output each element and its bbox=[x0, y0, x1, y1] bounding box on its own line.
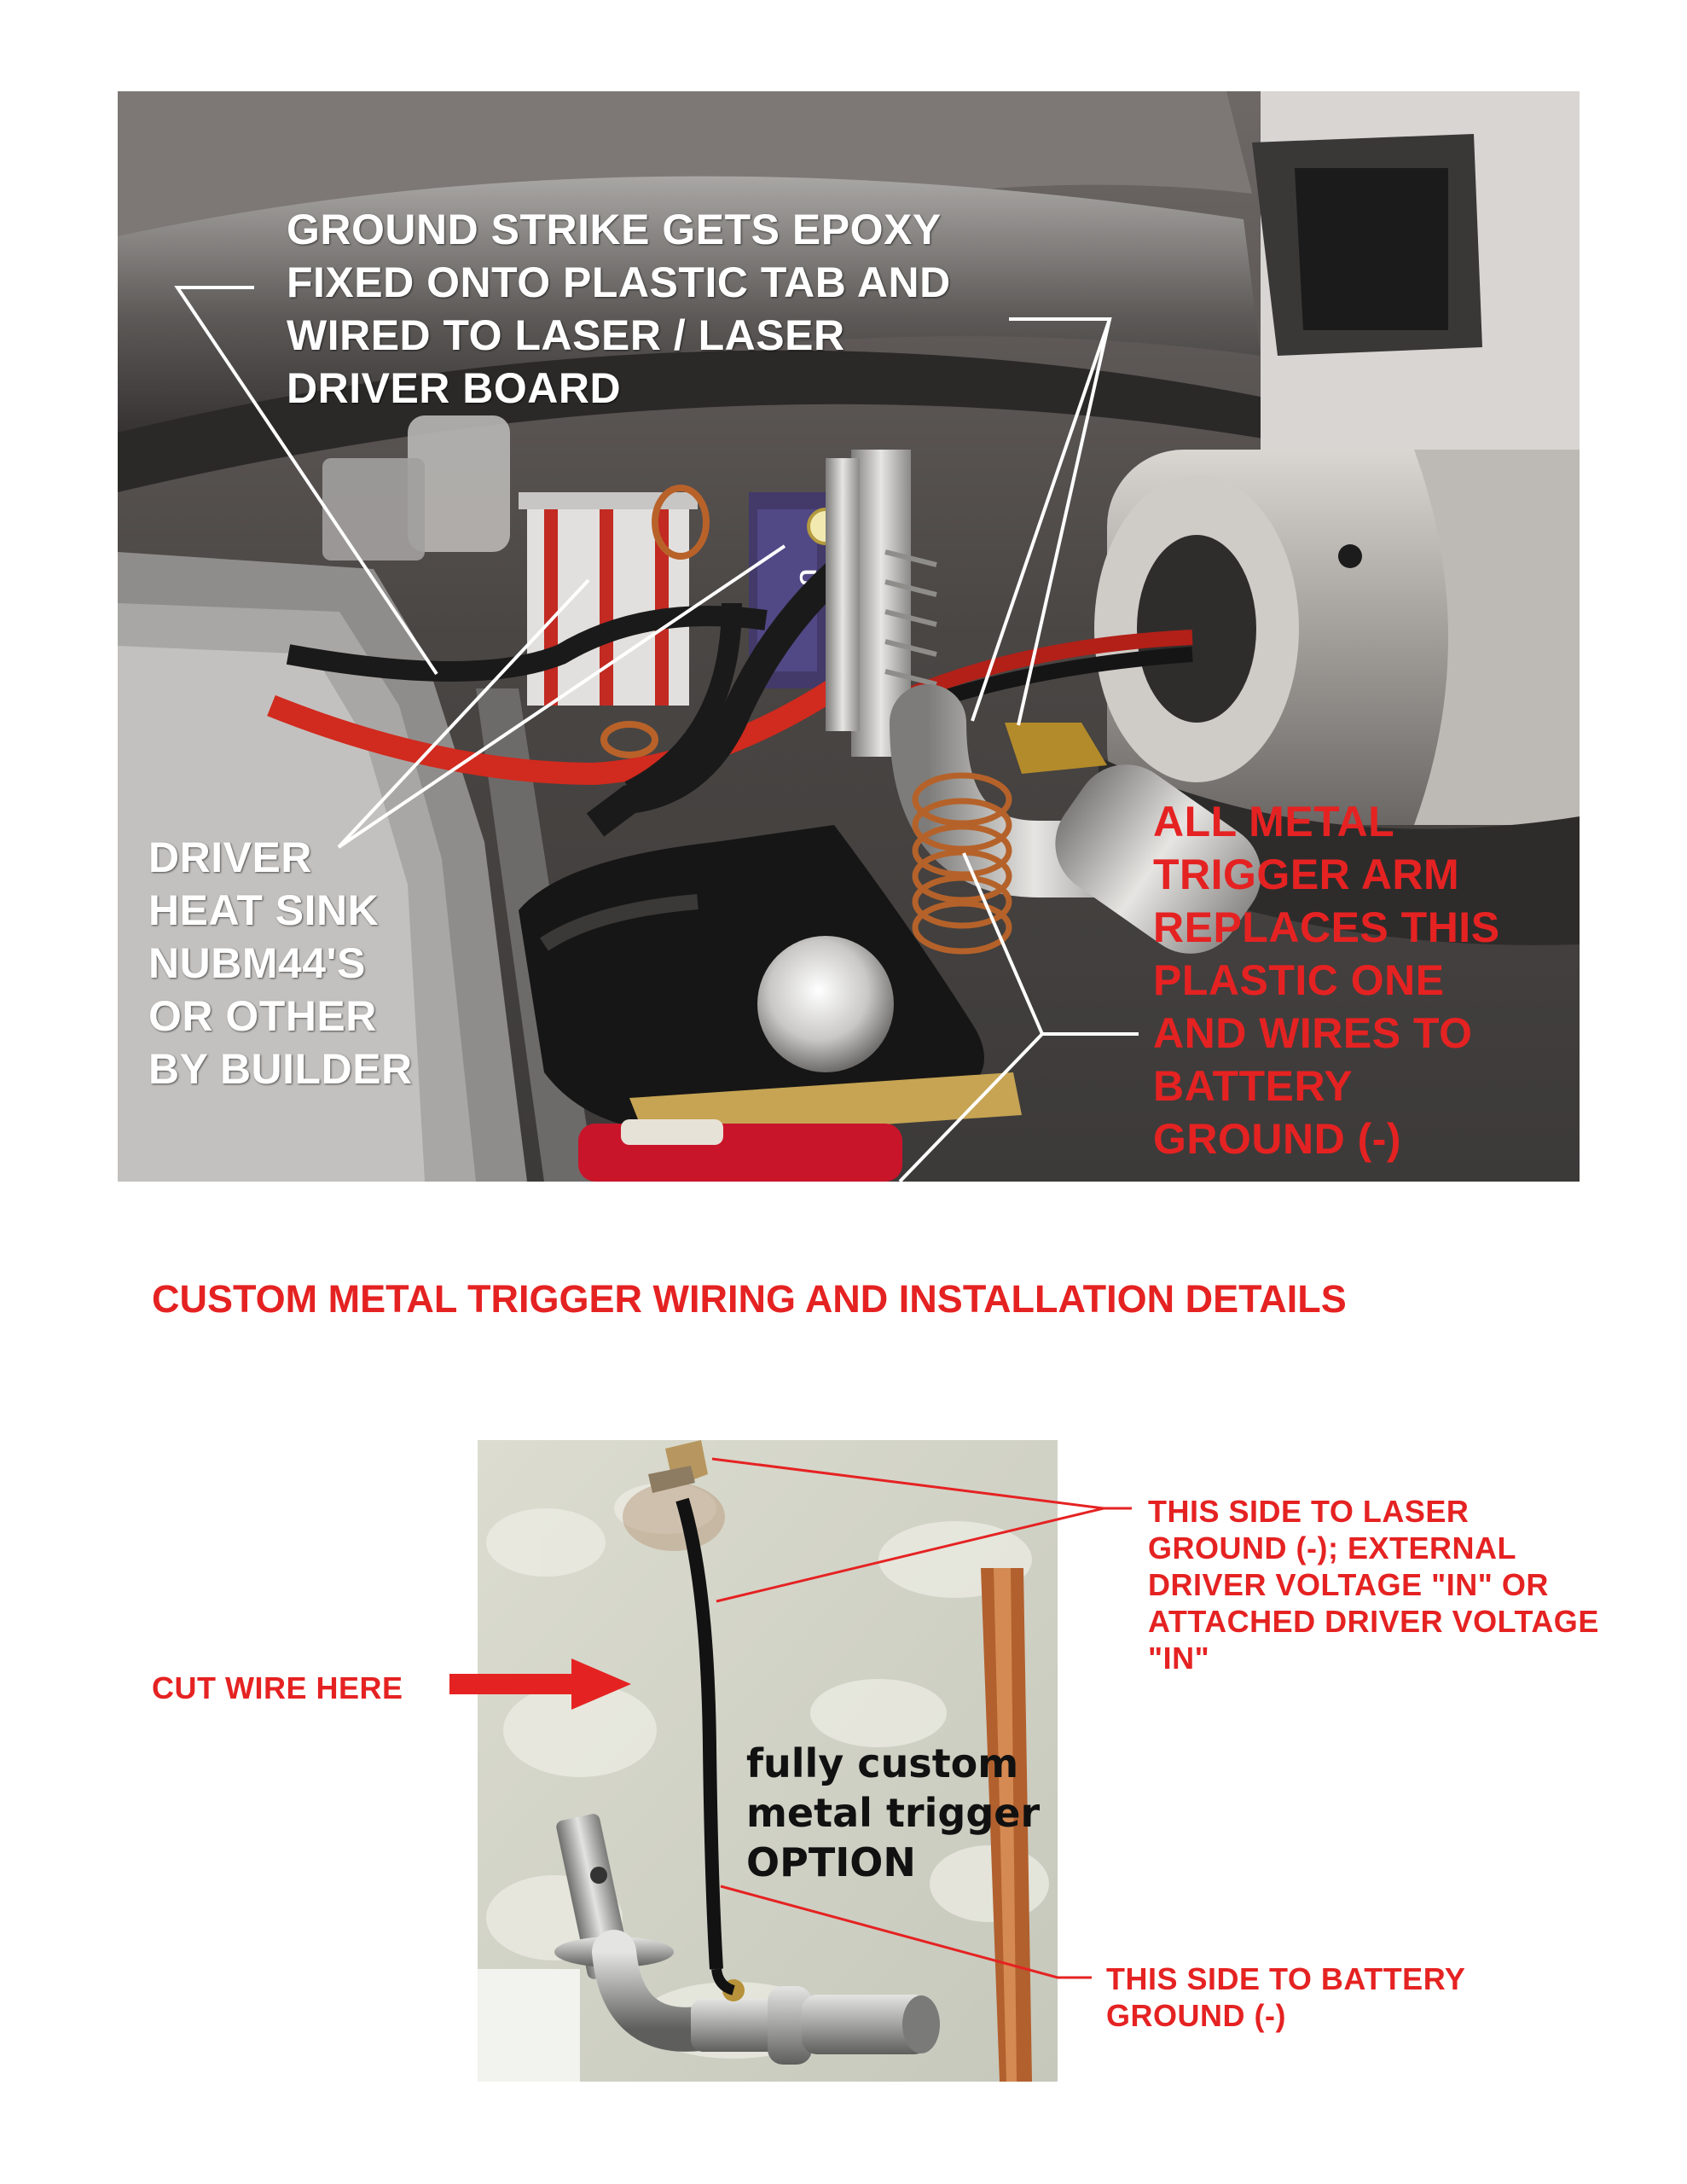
laser-ground-line-3: DRIVER VOLTAGE "IN" OR bbox=[1148, 1567, 1549, 1602]
laser-ground-line-2: GROUND (-); EXTERNAL bbox=[1148, 1531, 1516, 1565]
board-marking: U+ bbox=[795, 569, 821, 601]
laser-ground-label bbox=[1148, 1493, 1599, 1676]
custom-option-label bbox=[746, 1739, 1040, 1887]
ground-strike-label bbox=[287, 203, 951, 415]
laser-ground-line-5: "IN" bbox=[1148, 1641, 1210, 1676]
custom-option-line-3: OPTION bbox=[746, 1839, 916, 1885]
cut-wire-label: CUT WIRE HERE bbox=[152, 1670, 403, 1705]
driver-line-3: NUBM44'S bbox=[148, 939, 366, 987]
driver-heat-sink-label bbox=[148, 831, 413, 1095]
ground-strike-line-3: WIRED TO LASER / LASER bbox=[287, 311, 845, 359]
laser-ground-line-4: ATTACHED DRIVER VOLTAGE bbox=[1148, 1604, 1599, 1639]
trigger-arm-line-1: ALL METAL bbox=[1153, 798, 1395, 845]
section-title: CUSTOM METAL TRIGGER WIRING AND INSTALLATION DETAILS bbox=[152, 1277, 1347, 1321]
custom-option-line-1: fully custom bbox=[746, 1740, 1019, 1786]
driver-line-2: HEAT SINK bbox=[148, 886, 380, 934]
ground-strike-line-1: GROUND STRIKE GETS EPOXY bbox=[287, 206, 942, 253]
trigger-arm-line-4: PLASTIC ONE bbox=[1153, 956, 1445, 1004]
battery-ground-label bbox=[1106, 1960, 1465, 2034]
battery-ground-line-1: THIS SIDE TO BATTERY bbox=[1106, 1961, 1466, 1996]
battery-ground-line-2: GROUND (-) bbox=[1106, 1998, 1286, 2033]
ground-strike-line-2: FIXED ONTO PLASTIC TAB AND bbox=[287, 258, 951, 306]
trigger-arm-line-6: BATTERY bbox=[1153, 1062, 1354, 1110]
custom-option-line-2: metal trigger bbox=[746, 1790, 1041, 1836]
ground-strike-line-4: DRIVER BOARD bbox=[287, 364, 622, 412]
trigger-arm-line-3: REPLACES THIS bbox=[1153, 903, 1500, 951]
trigger-arm-line-2: TRIGGER ARM bbox=[1153, 851, 1460, 898]
driver-line-5: BY BUILDER bbox=[148, 1045, 413, 1093]
driver-line-1: DRIVER bbox=[148, 834, 312, 881]
driver-line-4: OR OTHER bbox=[148, 992, 377, 1040]
laser-ground-line-1: THIS SIDE TO LASER bbox=[1148, 1494, 1470, 1529]
trigger-arm-line-5: AND WIRES TO bbox=[1153, 1009, 1473, 1057]
trigger-arm-label bbox=[1153, 795, 1500, 1165]
trigger-arm-line-7: GROUND (-) bbox=[1153, 1115, 1402, 1163]
